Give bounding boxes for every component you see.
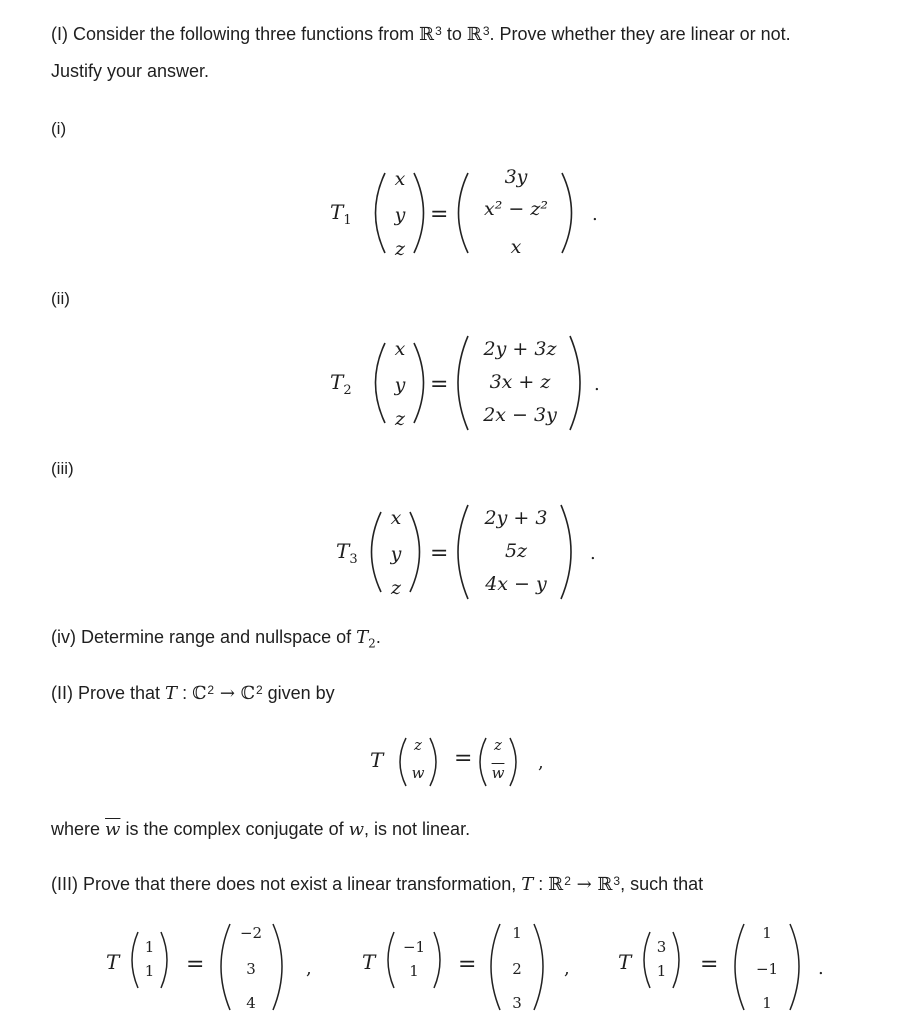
vector-entry: 1 [144, 938, 155, 956]
equation-condition-3 [618, 918, 848, 1016]
item-label: (i) [51, 119, 67, 138]
part3-intro: (III) Prove that there does not exist a linear transformation, T : ℝ$^2$ → ℝ$^3$, such that [51, 874, 704, 895]
real-set-symbol: ℝ [597, 874, 613, 895]
part2-where: where $\overline{w}$ is the complex conjugate of w, is not linear. [51, 819, 471, 840]
part2-intro: (II) Prove that T : ℂ$^2$ → ℂ$^2$ given by [51, 683, 335, 704]
exponent: 3 [435, 24, 442, 38]
function-label: $T_1$ [330, 200, 352, 228]
vector-entry: 1 [144, 962, 155, 980]
vector-entry: −2 [239, 924, 263, 942]
vector-entry-conjugate: $\overline{w}$ [491, 764, 505, 782]
vector-entry: x² − z² [484, 198, 548, 220]
vector-entry: y [394, 374, 406, 396]
part1-intro [51, 23, 791, 46]
vector-entry: 2y + 3 [484, 507, 548, 529]
equation-t2 [330, 328, 610, 438]
part1-intro-a: (I) Consider the following three functions from [51, 24, 420, 44]
vector-entry: y [394, 204, 406, 226]
vector-entry: −1 [755, 960, 779, 978]
vector-entry: 4x − y [485, 573, 547, 595]
vector-entry: 1 [762, 994, 772, 1012]
vector-entry: 2 [512, 960, 522, 978]
equals-sign: = [458, 952, 477, 977]
period: . [818, 958, 824, 979]
part1-justify: Justify your answer. [51, 61, 210, 81]
vector-entry: 1 [762, 924, 772, 942]
vector-entry: z [414, 736, 422, 754]
vector-entry: z [390, 577, 401, 599]
equals-sign: = [430, 202, 449, 227]
vector-entry: z [494, 736, 502, 754]
complex-set-symbol: ℂ [192, 683, 207, 704]
vector-entry: 3 [656, 938, 667, 956]
w-conjugate: $\overline{w}$ [105, 819, 121, 840]
vector-entry: −1 [402, 938, 426, 956]
vector-entry: x [510, 236, 522, 258]
vector-entry: x [390, 507, 402, 529]
period: . [590, 543, 596, 564]
equation-condition-1 [106, 918, 336, 1016]
comma: , [306, 958, 312, 979]
part1-intro-b: . Prove whether they are linear or not. [489, 24, 791, 44]
function-label: $T_2$ [356, 627, 376, 651]
equation-conjugate [368, 730, 588, 800]
vector-entry: 2y + 3z [483, 338, 557, 360]
equals-sign: = [430, 541, 449, 566]
vector-entry: 1 [512, 924, 522, 942]
map-name: T [106, 950, 120, 974]
equation-condition-2 [362, 918, 592, 1016]
vector-entry: w [411, 764, 425, 782]
equals-sign: = [700, 952, 719, 977]
item-label: (iii) [51, 459, 74, 478]
real-set-symbol: ℝ [548, 874, 564, 895]
map-name: T [362, 950, 376, 974]
vector-entry: z [394, 238, 405, 260]
part-iv: (iv) Determine range and nullspace of $T_2$. [51, 627, 381, 651]
map-name: T [370, 748, 384, 772]
vector-entry: 3 [246, 960, 256, 978]
vector-entry: 1 [409, 962, 419, 980]
equals-sign: = [430, 372, 449, 397]
matrix-brackets [368, 730, 588, 800]
vector-entry: 2x − 3y [483, 404, 557, 426]
period: . [594, 374, 600, 395]
equals-sign: = [454, 746, 473, 771]
map-name: T [618, 950, 632, 974]
vector-entry: 3y [504, 166, 528, 188]
equation-t1 [330, 158, 610, 268]
vector-entry: 5z [504, 540, 528, 562]
vector-entry: y [390, 543, 402, 565]
equals-sign: = [186, 952, 205, 977]
item-label: (ii) [51, 289, 70, 308]
vector-entry: x [394, 338, 406, 360]
vector-entry: 3x + z [489, 371, 551, 393]
function-label: $T_2$ [330, 370, 352, 398]
part1-to: to [441, 24, 467, 44]
period: . [592, 204, 598, 225]
vector-entry: z [394, 408, 405, 430]
map-name: T [165, 683, 178, 704]
complex-set-symbol: ℂ [240, 683, 255, 704]
vector-entry: 4 [246, 994, 256, 1012]
map-name: T [521, 874, 534, 895]
w-variable: w [348, 819, 365, 840]
real-set-symbol: ℝ [419, 24, 435, 45]
exponent: 3 [482, 24, 490, 38]
real-set-symbol: ℝ [466, 24, 482, 45]
vector-entry: 3 [512, 994, 522, 1012]
equation-t3 [336, 497, 616, 607]
function-label: $T_3$ [336, 539, 358, 567]
comma: , [538, 752, 544, 773]
vector-entry: 1 [656, 962, 667, 980]
vector-entry: x [394, 168, 406, 190]
comma: , [564, 958, 570, 979]
